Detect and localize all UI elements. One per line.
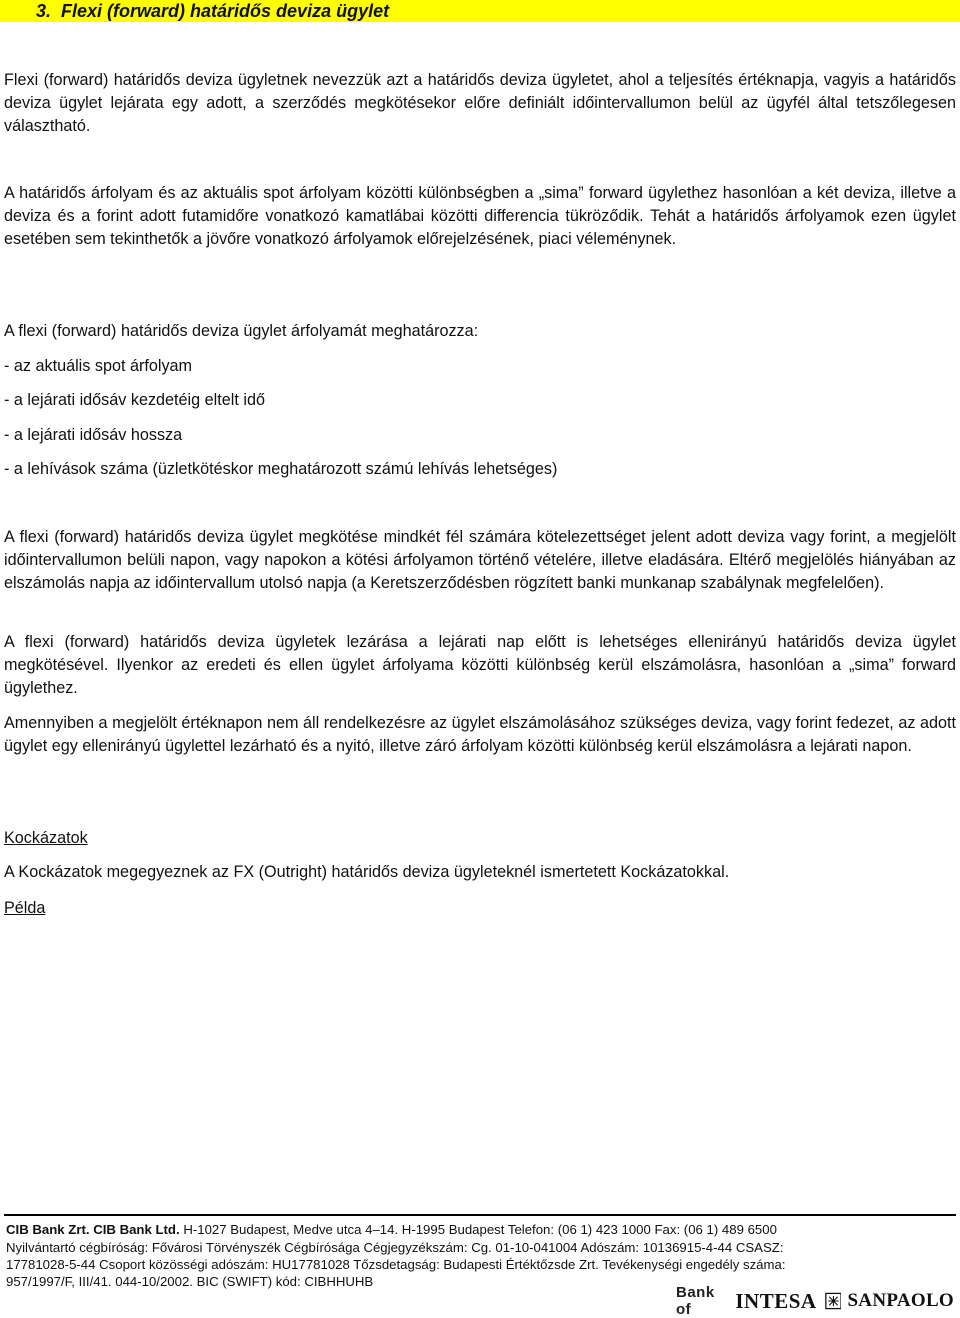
list-item: - az aktuális spot árfolyam [4,357,193,375]
logo-sanpaolo-text: SANPAOLO [847,1290,954,1311]
risks-heading: Kockázatok [4,829,88,847]
list-item: - a lejárati idősáv hossza [4,426,183,444]
footer-line-address [6,1222,777,1238]
footer-line-license: 957/1997/F, III/41. 044-10/2002. BIC (SWIFT) kód: CIBHHUHB [6,1274,374,1289]
paragraph-closing: A flexi (forward) határidős deviza ügyletek lezárása a lejárati nap előtt is lehetséges ellenirányú határidős deviza ügylet megkötésével. Ilyenkor az eredeti és ellen ügylet árfolyama közötti különbség kerül elszámolásra, hasonlóan a „sima” forward ügylethez. [4,633,956,697]
paragraph-forward-rate: A határidős árfolyam és az aktuális spot árfolyam közötti különbségben a „sima” forward ügylethez hasonlóan a két deviza, illetve a deviza és a forint adott futamidőre vonatkozó kamatlábai közötti differencia tükröződik. Tehát a határidős árfolyamok ezen ügylet esetében sem tekinthetők a jövőre vonatkozó árfolyamok előrejelzésének, piaci véleménynek. [4,184,956,248]
logo-intesa-text: INTESA [735,1288,817,1313]
footer-company-hu: CIB Bank Zrt. [6,1222,90,1237]
paragraph-obligation: A flexi (forward) határidős deviza ügylet megkötése mindkét fél számára kötelezettséget jelent adott deviza vagy forint, a megjelölt időintervallumon belüli napon, vagy napokon a kötési árfolyamon történő vételére, illetve eladására. Eltérő megjelölés hiányában az elszámolás napja az időintervallum utolsó napja (a Keretszerződésben rögzített banki munkanap szabálynak megfelelően). [4,528,956,592]
footer-divider [4,1214,956,1216]
footer-address-contact: H-1027 Budapest, Medve utca 4–14. H-1995 Budapest Telefon: (06 1) 423 1000 Fax: (06 1) 489 6500 [183,1222,777,1237]
list-item: - a lejárati idősáv kezdetéig eltelt idő [4,391,265,409]
section-title: Flexi (forward) határidős deviza ügylet [61,1,390,21]
section-heading [0,0,960,22]
intesa-sanpaolo-logo [676,1284,954,1318]
paragraph-rate-factors-intro: A flexi (forward) határidős deviza ügylet árfolyamát meghatározza: [4,322,479,340]
list-item: - a lehívások száma (üzletkötéskor meghatározott számú lehívás lehetséges) [4,460,558,478]
paragraph-definition: Flexi (forward) határidős deviza ügyletnek nevezzük azt a határidős deviza ügyletet, ahol a teljesítés értéknapja, vagyis a határidős deviza ügylet lejárata egy adott, a szerződés megkötésekor előre definiált időintervallumon belül az ügyfél által tetszőlegesen választható. [4,71,956,135]
section-number: 3. [36,1,52,21]
footer-line-registry: Nyilvántartó cégbíróság: Fővárosi Törvényszék Cégbírósága Cégjegyzékszám: Cg. 01-10-041004 Adószám: 10136915-4-44 CSASZ: [6,1240,784,1255]
footer-company-en: CIB Bank Ltd. [93,1222,180,1237]
sanpaolo-mark-icon [825,1291,842,1311]
example-heading: Példa [4,899,46,917]
footer-line-tax: 17781028-5-44 Csoport közösségi adószám: HU17781028 Tőzsdetagság: Budapesti Értéktőzsde Zrt. Tevékenységi engedély száma: [6,1257,786,1272]
risks-text: A Kockázatok megegyeznek az FX (Outright) határidős deviza ügyleteknél ismertetett Kockázatokkal. [4,863,730,881]
logo-bank-of-text: Bank of [676,1284,715,1318]
paragraph-settlement: Amennyiben a megjelölt értéknapon nem áll rendelkezésre az ügylet elszámolásához szükséges deviza, vagy forint fedezet, az adott ügylet egy ellenirányú ügylettel lezárható és a nyitó, illetve záró árfolyam közötti különbség kerül elszámolásra a lejárati napon. [4,714,956,755]
